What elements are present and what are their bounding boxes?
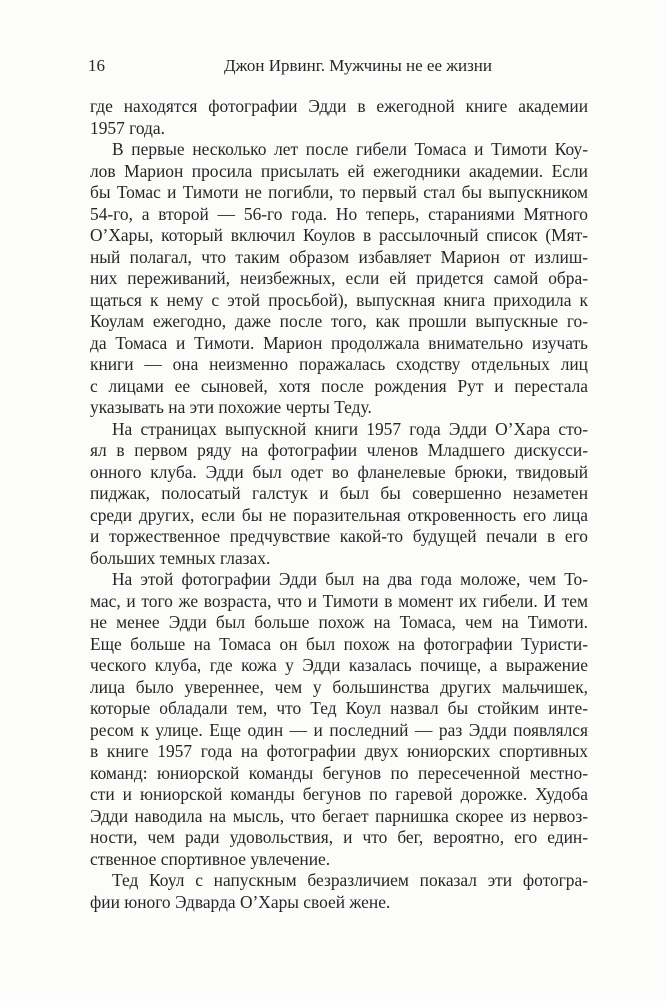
running-title: Джон Ирвинг. Мужчины не ее жизни [223,56,492,75]
text-line: с лицами ее сыновей, хотя после рождения Рут и перестала [90,375,588,396]
text-line: На этой фотографии Эдди был на два года моложе, чем То- [112,569,588,589]
text-line: бы Томас и Тимоти не погибли, то первый стал бы выпускником [90,182,588,202]
text-line: фии юного Эдварда О’Хары своей жене. [90,891,391,912]
paragraph [90,96,588,139]
text-line: лица было увереннее, чем у большинства других мальчишек, [90,676,588,697]
text-line: указывать на эти похожие черты Теду. [90,397,372,417]
text-line: В первые несколько лет после гибели Томаса и Тимоти Коу- [112,139,588,159]
text-line: Эдди наводила на мысль, что бегает парнишка скорее из нервоз- [90,805,588,826]
text-line: Коулам ежегодно, даже после того, как прошли выпускные го- [90,311,588,331]
text-line: мас, и того же возраста, что и Тимоти в момент их гибели. И тем [90,590,588,611]
text-line: да Томаса и Тимоти. Марион продолжала внимательно изучать [90,332,588,353]
text-line: О’Хары, который включил Коулов в рассылочный список (Мят- [90,225,588,245]
text-line: онного клуба. Эдди был одет во фланелевые брюки, твидовый [90,461,588,482]
text-line: книги — она неизменно поражалась сходству отдельных лиц [90,354,588,374]
text-line: Еще больше на Томаса он был похож на фотографии Туристи- [90,633,588,654]
text-line: где находятся фотографии Эдди в ежегодной книге академии [90,96,588,116]
text-line: 1957 года. [90,117,165,138]
text-line: 54-го, а второй — 56-го года. Но теперь, стараниями Мятного [90,203,588,224]
page-header [88,56,588,80]
text-line: команд: юниорской команды бегунов по пересеченной местно- [90,762,588,783]
text-line: Тед Коул с напускным безразличием показал эти фотогра- [112,870,588,890]
text-line: ял в первом ряду на фотографии членов Младшего дискусси- [90,440,588,460]
text-line: больших темных глазах. [90,547,271,568]
paragraph [90,870,588,913]
text-line: ственное спортивное увлечение. [90,848,331,869]
text-line: щаться к нему с этой просьбой), выпускная книга приходила к [90,289,588,310]
text-line: среди других, если бы не поразительная откровенность его лица [90,504,588,525]
text-line: не менее Эдди был больше похож на Томаса, чем на Тимоти. [90,612,588,632]
text-line: На страницах выпускной книги 1957 года Эдди О’Хара сто- [112,418,588,439]
paragraph [90,139,588,419]
text-line: пиджак, полосатый галстук и был бы совершенно незаметен [90,483,588,503]
text-line: ный полагал, что таким образом избавляет Марион от излиш- [90,246,588,267]
text-line: ческого клуба, где кожа у Эдди казалась почище, а выражение [90,655,588,675]
text-line: них переживаний, неизбежных, если ей придется самой обра- [90,268,588,288]
text-line: ресом к улице. Еще один — и последний — раз Эдди появлялся [90,719,588,740]
text-line: в книге 1957 года на фотографии двух юниорских спортивных [90,741,588,761]
text-line: сти и юниорской команды бегунов по гаревой дорожке. Худоба [90,784,588,804]
body-text [90,96,588,913]
paragraph [90,419,588,570]
text-line: и торжественное предчувствие какой-то будущей печали в его [90,526,588,546]
text-line: лов Марион просила присылать ей ежегодники академии. Если [90,160,588,181]
paragraph [90,569,588,870]
text-line: которые обладали тем, что Тед Коул назвал бы стойким инте- [90,698,588,718]
text-line: ности, чем ради удовольствия, и что бег, вероятно, его един- [90,827,588,847]
page-number: 16 [88,56,105,75]
